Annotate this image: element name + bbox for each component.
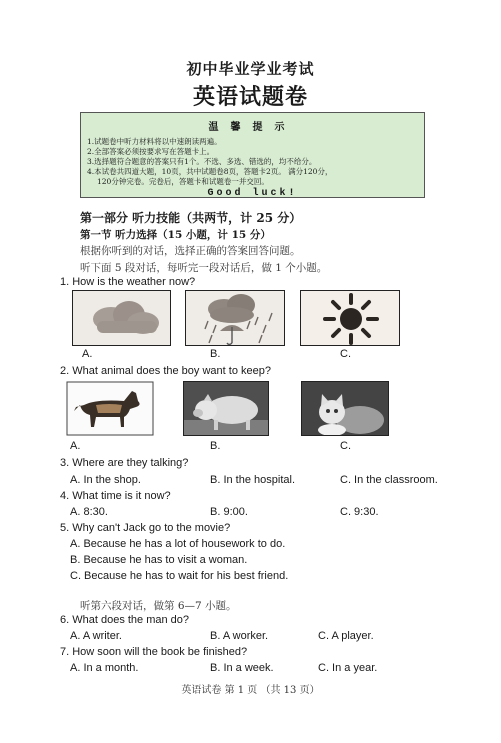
cat-icon — [302, 382, 389, 436]
notice-line-2: 2.全部答案必须按要求写在答题卡上。 — [87, 147, 215, 156]
q7-option-a: A. In a month. — [70, 662, 139, 674]
q3-option-a: A. In the shop. — [70, 474, 141, 486]
question-4: 4. What time is it now? — [60, 490, 171, 502]
sun-icon — [301, 291, 400, 346]
q1-option-c: C. — [340, 348, 351, 360]
pig-picture — [183, 381, 269, 436]
part-one-heading: 第一部分 听力技能（共两节，计 25 分） — [80, 211, 302, 225]
cat-picture — [301, 381, 389, 436]
notice-line-5: 120分钟完卷。完卷后，答题卡和试题卷一并交回。 — [97, 177, 269, 186]
pig-icon — [184, 382, 269, 436]
dog-picture — [66, 381, 154, 436]
cloud-icon — [73, 291, 171, 346]
q4-option-b: B. 9:00. — [210, 506, 248, 518]
q7-option-b: B. In a week. — [210, 662, 274, 674]
dog-icon — [66, 381, 154, 436]
q6-option-b: B. A worker. — [210, 630, 269, 642]
good-luck: Good luck! — [207, 188, 298, 199]
notice-box — [80, 112, 425, 198]
notice-line-3: 3.选择题符合题意的答案只有1个。不选、多选、错选的，均不给分。 — [87, 157, 317, 166]
question-3: 3. Where are they talking? — [60, 457, 189, 469]
q2-option-c: C. — [340, 440, 351, 452]
sunny-picture — [300, 290, 400, 346]
instruction-2: 听下面 5 段对话，每听完一段对话后，做 1 个小题。 — [80, 262, 328, 274]
question-5: 5. Why can't Jack go to the movie? — [60, 522, 231, 534]
exam-title: 初中毕业学业考试 — [186, 60, 315, 78]
instruction-3: 听第六段对话，做第 6—7 小题。 — [80, 600, 237, 612]
q6-option-a: A. A writer. — [70, 630, 122, 642]
q6-option-c: C. A player. — [318, 630, 374, 642]
page-footer: 英语试卷 第 1 页 （共 13 页） — [181, 685, 320, 696]
q2-option-a: A. — [70, 440, 81, 452]
q3-option-b: B. In the hospital. — [210, 474, 295, 486]
instruction-1: 根据你听到的对话，选择正确的答案回答问题。 — [80, 245, 301, 257]
q7-option-c: C. In a year. — [318, 662, 378, 674]
exam-subtitle: 英语试题卷 — [192, 84, 308, 110]
rain-umbrella-icon — [186, 291, 285, 346]
section-one-heading: 第一节 听力选择（15 小题，计 15 分） — [80, 229, 271, 241]
q5-option-a: A. Because he has a lot of housework to do. — [70, 538, 286, 550]
q1-option-b: B. — [210, 348, 221, 360]
q2-option-b: B. — [210, 440, 221, 452]
question-6: 6. What does the man do? — [60, 614, 190, 626]
question-7: 7. How soon will the book be finished? — [60, 646, 248, 658]
question-2: 2. What animal does the boy want to keep? — [60, 365, 271, 377]
q1-option-a: A. — [82, 348, 93, 360]
rainy-picture — [185, 290, 285, 346]
notice-line-1: 1.试题卷中听力材料将以中速朗读两遍。 — [87, 137, 222, 146]
notice-title: 温馨提示 — [208, 122, 297, 133]
q4-option-c: C. 9:30. — [340, 506, 379, 518]
notice-line-4: 4.本试卷共四道大题，10页，共中试题卷8页，答题卡2页。 满分120分， — [87, 167, 333, 176]
cloudy-picture — [72, 290, 171, 346]
question-1: 1. How is the weather now? — [60, 276, 196, 288]
q5-option-c: C. Because he has to wait for his best friend. — [70, 570, 289, 582]
q4-option-a: A. 8:30. — [70, 506, 108, 518]
q3-option-c: C. In the classroom. — [340, 474, 438, 486]
q5-option-b: B. Because he has to visit a woman. — [70, 554, 248, 566]
